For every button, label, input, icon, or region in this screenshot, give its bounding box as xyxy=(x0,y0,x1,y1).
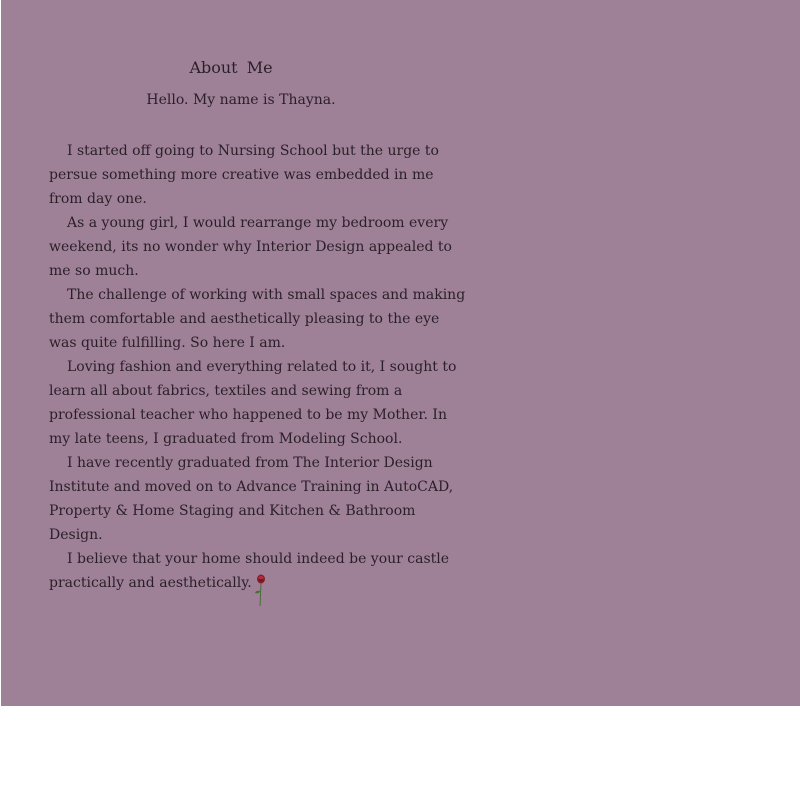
paragraph-small-spaces: The challenge of working with small spaces and making them comfortable and aesthetically pleasing to the eye was quite fulfilling. So here I am. xyxy=(49,287,466,351)
page-title: About Me xyxy=(189,58,273,77)
about-body xyxy=(49,139,469,595)
paragraph-young-girl: As a young girl, I would rearrange my bedroom every weekend, its no wonder why Interior Design appealed to me so much. xyxy=(49,215,452,279)
rose-icon xyxy=(254,573,268,595)
content-panel xyxy=(1,0,800,706)
paragraph-fashion: Loving fashion and everything related to it, I sought to learn all about fabrics, textiles and sewing from a professional teacher who happened to be my Mother. In my late teens, I graduated from Modeling School. xyxy=(49,359,457,447)
greeting-text: Hello. My name is Thayna. xyxy=(146,92,336,108)
paragraph-nursing: I started off going to Nursing School but the urge to persue something more creative was embedded in me from day one. xyxy=(49,143,439,207)
paragraph-castle xyxy=(49,547,469,595)
closing-text: I believe that your home should indeed be your castle practically and aesthetically. xyxy=(49,551,450,591)
paragraph-training: I have recently graduated from The Interior Design Institute and moved on to Advance Training in AutoCAD, Property & Home Staging and Kitchen & Bathroom Design. xyxy=(49,455,454,543)
